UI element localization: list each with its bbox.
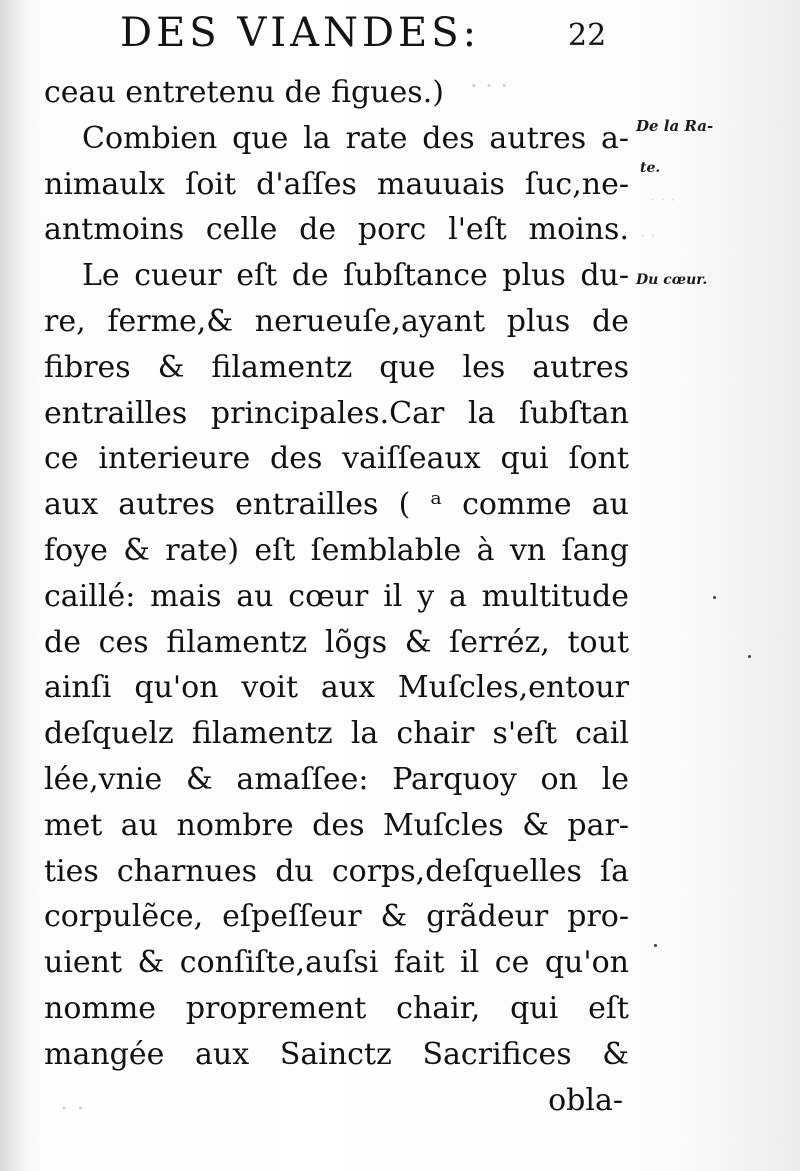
- text-line: aux autres entrailles ( ᵃ comme au: [44, 487, 629, 523]
- catchword: obla-: [548, 1082, 623, 1118]
- text-line: met au nombre des Muſcles & par-: [44, 807, 629, 843]
- text-line: fibres & filamentz que les autres: [44, 349, 629, 385]
- text-line: ceau entretenu de figues.): [44, 75, 444, 110]
- show-through-text: · · ·: [470, 72, 509, 100]
- text-line: nomme proprement chair, qui eſt: [44, 990, 629, 1026]
- body-text: [44, 70, 629, 1123]
- margin-note-rate: De la Ra-: [636, 117, 714, 135]
- text-line: caillé: mais au cœur il y a multitude: [44, 578, 629, 614]
- ink-speck: [654, 944, 657, 947]
- show-through-text: · ·: [640, 226, 656, 245]
- text-line: ainſi qu'on voit aux Muſcles,entour: [44, 670, 629, 706]
- text-line: ties charnues du corps,deſquelles ſa: [44, 853, 629, 889]
- text-line: uient & conſiſte,auſsi fait il ce qu'on: [44, 945, 629, 981]
- text-line: ce interieure des vaiſſeaux qui ſont: [44, 441, 629, 477]
- text-line: lée,vnie & amaſſee: Parquoy on le: [44, 761, 629, 797]
- text-line: antmoins celle de porc l'eſt moins.: [44, 212, 629, 248]
- text-line: de ces filamentz lõgs & ſerréz, tout: [44, 624, 629, 660]
- text-line: Combien que la rate des autres a-: [82, 120, 629, 156]
- text-line: entrailles principales.Car la ſubſtan: [44, 395, 629, 431]
- margin-note-coeur: Du cœur.: [636, 272, 708, 288]
- page-number: 22: [568, 18, 607, 53]
- text-line: deſquelz filamentz la chair s'eſt cail: [44, 716, 629, 752]
- text-line: Le cueur eſt de ſubſtance plus du-: [82, 258, 629, 294]
- text-line: re, ferme,& nerueuſe,ayant plus de: [44, 303, 629, 339]
- ink-speck: [748, 655, 751, 658]
- running-title: DES VIANDES:: [120, 10, 481, 56]
- margin-note-rate-continued: te.: [640, 160, 661, 176]
- text-line: nimaulx ſoit d'aſſes mauuais ſuc,ne-: [44, 166, 629, 202]
- page-header: [120, 4, 640, 60]
- show-through-text: · · ·: [650, 190, 676, 209]
- text-line: mangée aux Sainctz Sacrifices &: [44, 1036, 629, 1072]
- ink-speck: [713, 596, 716, 599]
- show-through-text: · ·: [60, 1094, 85, 1124]
- page-edge-shadow: [0, 0, 26, 1171]
- text-line: corpulẽce, eſpeſſeur & grãdeur pro-: [44, 899, 629, 935]
- text-line: foye & rate) eſt ſemblable à vn ſang: [44, 532, 629, 568]
